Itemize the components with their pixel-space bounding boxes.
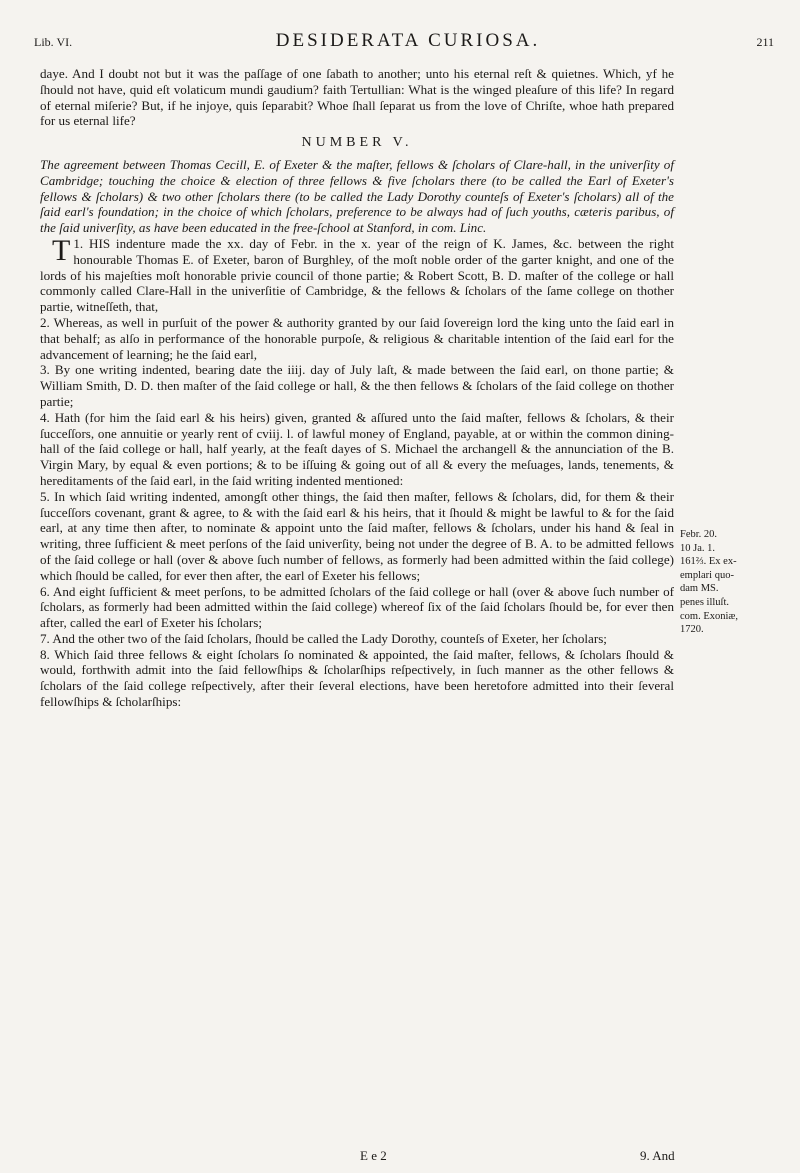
item-1-text: HIS indenture made the xx. day of Febr. in the x. year of the reign of K. James, &c. between the right honourable Thomas E. of Exeter, baron of Burghley, of the moſt noble order of the garter knight, and one of the lords of his majeſties moſt honorable privie council of thone partie; & Robert Scott, B. D. maſter of the college or hall commonly called Clare-Hall in the univerſitie of Cambridge, & the fellows & ſcholars of the ſame college on thother partie, witneſſeth, that, <box>40 235 674 315</box>
drop-cap: T <box>52 233 71 267</box>
catchword: 9. And <box>640 1148 675 1163</box>
margin-note-line: 10 Ja. 1. <box>680 542 715 554</box>
running-head <box>34 30 774 56</box>
margin-note-line: 161⅔. Ex ex- <box>680 556 737 568</box>
item-2: 2. Whereas, as well in purſuit of the power & authority granted by our ſaid ſovereign lord the king unto the ſaid earl in that behalf; as alſo in performance of the honorable purpoſe, & religious & charitable intention of the ſaid earl for the advancement of learning; he the ſaid earl, <box>40 314 674 362</box>
item-4: 4. Hath (for him the ſaid earl & his heirs) given, granted & aſſured unto the ſaid maſter, fellows & ſcholars, & their ſucceſſors, one annuitie or yearly rent of cviij. l. of lawful money of England, payable, at or within the common dining-hall of the ſaid college or hall, half yearly, at the feaſt dayes of S. Michael the archangell & the annunciation of the B. Virgin Mary, by equal & even portions; & to be iſſuing & going out of all & every the meſuages, lands, tenements, & hereditaments of the ſaid earl, in the ſaid writing indented mentioned: <box>40 409 674 488</box>
item-8: 8. Which ſaid three fellows & eight ſcholars ſo nominated & appointed, the ſaid maſter, fellows, & ſcholars ſhould & would, forthwith admit into the ſaid fellowſhips & ſcholarſhips reſpectively, in ſuch manner as the other fellows & ſcholars of the ſaid college reſpectively, after their ſeveral elections, have been heretofore admitted into their ſeveral fellowſhips & ſcholarſhips: <box>40 646 674 710</box>
item-6: 6. And eight ſufficient & meet perſons, to be admitted ſcholars of the ſaid college or hall (over & above ſuch number of ſcholars, as formerly had been admitted within the ſaid college) whereof ſix of the ſaid ſcholars ſhould be, for ever then after, called the earl of Exeter his ſcholars; <box>40 583 674 631</box>
running-head-book: Lib. VI. <box>34 35 73 49</box>
margin-note-line: Febr. 20. <box>680 529 718 540</box>
margin-note-line: penes illuſt. <box>680 596 729 608</box>
opening-paragraph: daye. And I doubt not but it was the paſſage of one ſabath to another; unto his eternal reſt & quietnes. Which, yf he ſhould not have, quid eſt volaticum mundi gaudium? faith Tertullian: What is the winged pleaſure of this life? In regard of eternal miſerie? But, if he injoye, quis ſeparabit? Whoe ſhall ſeparat us from the love of Chriſte, whoe hath prepared for us eternal life? <box>40 66 674 129</box>
margin-note-line: emplari quo- <box>680 569 734 581</box>
document-title: The agreement between Thomas Cecill, E. of Exeter & the maſter, fellows & ſcholars of Clare-hall, in the univerſity of Cambridge; touching the choice & election of three fellows & five ſcholars there (to be called the Earl of Exeter's fellows & ſcholars) & two other ſcholars there (to be called the Lady Dorothy counteſs of Exeter's ſcholars) all of the ſaid earl's foundation; in the choice of which ſcholars, preference to be always had of ſuch youths, cæteris paribus, of the ſaid univerſity, as have been educated in the free-ſchool at Stanford, in com. Linc. <box>40 156 674 236</box>
running-head-title: DESIDERATA CURIOSA. <box>275 30 541 51</box>
page-number: 211 <box>756 35 774 49</box>
item-1 <box>40 233 674 315</box>
number-heading: NUMBER V. <box>301 135 413 151</box>
margin-note-line: 1720. <box>680 624 704 636</box>
signature-mark: E e 2 <box>360 1148 387 1163</box>
item-5: 5. In which ſaid writing indented, amongſt other things, the ſaid then maſter, fellows & ſcholars, did, for them & their ſucceſſors covenant, grant & agree, to & with the ſaid earl & his heirs, that it ſhould & might be lawful to & for the ſaid earl, at any time then after, to nominate & appoint unto the ſaid maſter, fellows & ſcholars, under his hand & ſeal in writing, three ſufficient & meet perſons of the ſaid univerſity, being not under the degree of B. A. to be admitted fellows of the ſaid college or hall (over & above ſuch number of fellows, as formerly had been admitted within the ſaid college) which ſhould be called, for ever then after, the earl of Exeter his fellows; <box>40 488 674 583</box>
item-3: 3. By one writing indented, bearing date the iiij. day of July laſt, & made between the ſaid earl, on thone partie; & William Smith, D. D. then maſter of the ſaid college or hall, & the then fellows & ſcholars of the ſaid college on thother partie; <box>40 362 674 409</box>
main-text <box>40 66 674 710</box>
item-1-number: 1. <box>73 235 84 251</box>
margin-note-line: com. Exoniæ, <box>680 610 739 622</box>
item-7: 7. And the other two of the ſaid ſcholars, ſhould be called the Lady Dorothy, counteſs of Exeter, her ſcholars; <box>40 630 607 646</box>
margin-note-line: dam MS. <box>680 583 719 595</box>
margin-note <box>680 528 780 637</box>
